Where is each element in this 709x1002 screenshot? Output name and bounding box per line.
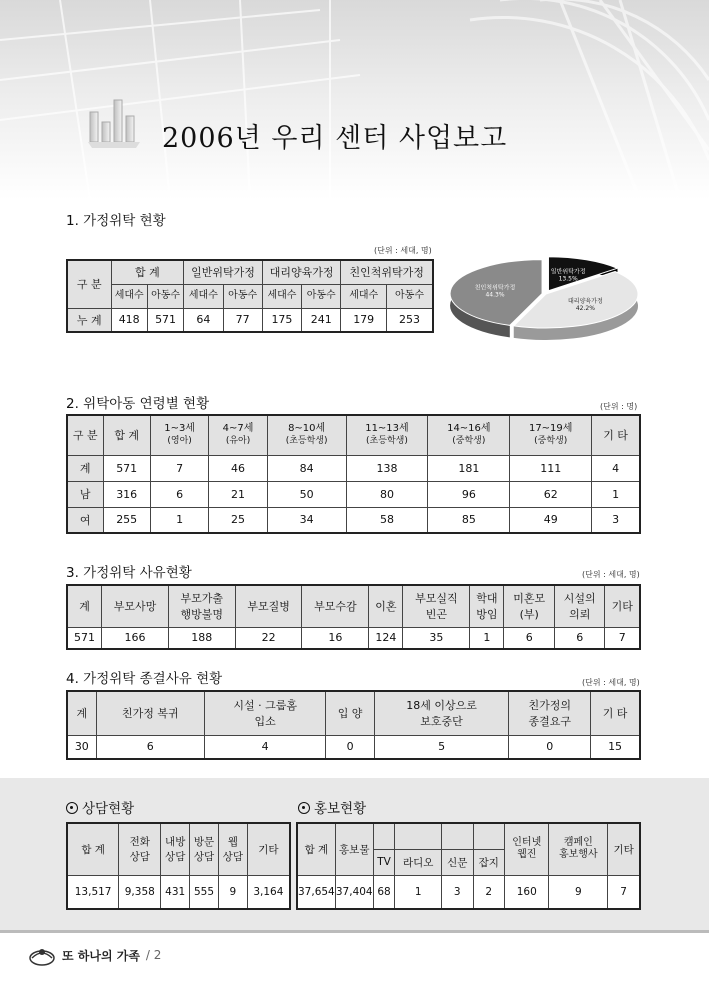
foster-reason-table — [66, 584, 641, 650]
table-cell: 62 — [510, 481, 592, 507]
table-cell: 188 — [168, 627, 235, 649]
table-cell: 1 — [150, 507, 208, 533]
table-header: 부모실직 빈곤 — [403, 585, 470, 627]
table-cell: 1 — [592, 481, 640, 507]
table-cell: 49 — [510, 507, 592, 533]
table-header: 8~10세 (초등학생) — [267, 415, 346, 455]
table-header: 기 타 — [592, 415, 640, 455]
table-row — [67, 481, 640, 507]
page-number: / 2 — [145, 948, 162, 962]
age-status-table — [66, 414, 641, 534]
table-header: 세대수 — [184, 284, 223, 308]
table-cell: 431 — [161, 875, 190, 909]
target-bullet-icon — [298, 802, 310, 814]
table-cell: 37,404 — [335, 875, 373, 909]
section4-unit: (단위 : 세대, 명) — [582, 678, 640, 687]
table-header: 1~3세 (영아) — [150, 415, 208, 455]
table-cell: 166 — [102, 627, 169, 649]
table-header: 대리양육가정 — [262, 260, 341, 284]
table-header — [373, 823, 395, 849]
table-cell: 160 — [505, 875, 549, 909]
table-header: 잡지 — [473, 849, 505, 875]
table-header: 학대 방임 — [470, 585, 504, 627]
table-row — [67, 308, 433, 332]
pie-slices — [450, 257, 638, 328]
table-cell: 34 — [267, 507, 346, 533]
table-header: 구 분 — [67, 260, 111, 308]
section3-title: 3. 가정위탁 사유현황 — [66, 565, 192, 581]
table-cell: 15 — [591, 735, 640, 759]
row-label: 계 — [67, 455, 103, 481]
counsel-table — [66, 822, 291, 910]
pie-value-label: 44.3% — [485, 291, 505, 299]
section2-title: 2. 위탁아동 연령별 현황 — [66, 396, 210, 412]
promo-title: 홍보현황 — [298, 797, 366, 817]
table-cell: 22 — [235, 627, 302, 649]
table-header: 아동수 — [387, 284, 433, 308]
table-header: 아동수 — [147, 284, 183, 308]
table-header: 계 — [67, 585, 102, 627]
table-header: 이혼 — [369, 585, 403, 627]
table-cell: 80 — [346, 481, 428, 507]
table-cell: 124 — [369, 627, 403, 649]
table-cell: 1 — [395, 875, 442, 909]
table-cell: 3 — [441, 875, 473, 909]
table-header: 계 — [67, 691, 96, 735]
termination-reason-table — [66, 690, 641, 760]
table-header: TV — [373, 849, 395, 875]
table-cell: 7 — [608, 875, 640, 909]
table-cell: 85 — [428, 507, 510, 533]
table-header: 합 계 — [297, 823, 335, 875]
table-cell: 84 — [267, 455, 346, 481]
table-cell: 571 — [147, 308, 183, 332]
page-title: 2006년 우리 센터 사업보고 — [162, 123, 508, 154]
table-cell: 571 — [103, 455, 150, 481]
table-cell: 25 — [209, 507, 267, 533]
table-header: 입 양 — [326, 691, 374, 735]
table-header: 내방 상담 — [161, 823, 190, 875]
table-header: 방문 상담 — [190, 823, 219, 875]
table-cell: 111 — [510, 455, 592, 481]
pie-label: 일반위탁가정 — [550, 268, 586, 276]
table-cell: 46 — [209, 455, 267, 481]
table-row — [67, 735, 640, 759]
table-header: 세대수 — [341, 284, 387, 308]
table-header: 웹 상담 — [218, 823, 247, 875]
table-cell: 77 — [223, 308, 262, 332]
table-cell: 316 — [103, 481, 150, 507]
footer — [28, 944, 161, 966]
table-cell: 6 — [504, 627, 555, 649]
promo-table — [296, 822, 641, 910]
section1-unit: (단위 : 세대, 명) — [374, 246, 432, 255]
foster-status-table — [66, 259, 434, 333]
table-cell: 16 — [302, 627, 369, 649]
table-row — [67, 627, 640, 649]
table-header: 전화 상담 — [119, 823, 161, 875]
table-cell: 4 — [204, 735, 325, 759]
table-header: 기타 — [608, 823, 640, 875]
magazine-name: 또 하나의 가족 — [62, 948, 140, 963]
table-cell: 37,654 — [297, 875, 335, 909]
family-logo-icon — [28, 944, 56, 966]
table-header: 부모가출 행방불명 — [168, 585, 235, 627]
row-label: 누 계 — [67, 308, 111, 332]
table-header: 친가정 복귀 — [96, 691, 204, 735]
table-header — [473, 823, 505, 849]
table-cell: 571 — [67, 627, 102, 649]
table-header: 부모사망 — [102, 585, 169, 627]
table-row — [67, 507, 640, 533]
table-header: 미혼모 (부) — [504, 585, 555, 627]
table-header — [395, 823, 442, 849]
table-cell: 6 — [150, 481, 208, 507]
table-cell: 179 — [341, 308, 387, 332]
table-cell: 3 — [592, 507, 640, 533]
target-bullet-icon — [66, 802, 78, 814]
table-cell: 2 — [473, 875, 505, 909]
table-cell: 3,164 — [247, 875, 290, 909]
table-cell: 255 — [103, 507, 150, 533]
pie-label: 친인척위탁가정 — [474, 284, 516, 292]
table-header: 세대수 — [111, 284, 147, 308]
table-cell: 7 — [150, 455, 208, 481]
table-header: 아동수 — [223, 284, 262, 308]
table-header: 시설의 의뢰 — [554, 585, 605, 627]
table-header: 시설 · 그룹홈 입소 — [204, 691, 325, 735]
table-cell: 50 — [267, 481, 346, 507]
table-header: 기 타 — [591, 691, 640, 735]
table-header: 일반위탁가정 — [184, 260, 263, 284]
table-cell: 58 — [346, 507, 428, 533]
section2-unit: (단위 : 명) — [600, 402, 638, 411]
table-cell: 418 — [111, 308, 147, 332]
table-cell: 0 — [326, 735, 374, 759]
table-row — [67, 875, 290, 909]
footer-divider — [0, 930, 709, 933]
row-label: 여 — [67, 507, 103, 533]
table-cell: 555 — [190, 875, 219, 909]
table-header: 기타 — [247, 823, 290, 875]
table-header: 4~7세 (유아) — [209, 415, 267, 455]
table-cell: 9 — [218, 875, 247, 909]
table-cell: 13,517 — [67, 875, 119, 909]
table-cell: 6 — [96, 735, 204, 759]
table-header: 14~16세 (중학생) — [428, 415, 510, 455]
table-cell: 7 — [605, 627, 640, 649]
table-header: 친인척위탁가정 — [341, 260, 433, 284]
table-header: 신문 — [441, 849, 473, 875]
table-cell: 30 — [67, 735, 96, 759]
pie-value-label: 13.5% — [558, 275, 578, 283]
table-cell: 241 — [302, 308, 341, 332]
table-header: 기타 — [605, 585, 640, 627]
table-header: 부모수감 — [302, 585, 369, 627]
table-header: 캠페인 홍보행사 — [549, 823, 608, 875]
table-header: 세대수 — [262, 284, 301, 308]
section1-title: 1. 가정위탁 현황 — [66, 213, 166, 229]
table-cell: 181 — [428, 455, 510, 481]
table-header: 부모질병 — [235, 585, 302, 627]
table-cell: 6 — [554, 627, 605, 649]
section3-unit: (단위 : 세대, 명) — [582, 570, 640, 579]
table-header: 18세 이상으로 보호중단 — [374, 691, 509, 735]
table-header: 합 계 — [103, 415, 150, 455]
table-cell: 138 — [346, 455, 428, 481]
foster-type-pie-chart — [448, 254, 648, 346]
table-row — [67, 455, 640, 481]
table-header: 구 분 — [67, 415, 103, 455]
table-row — [297, 875, 640, 909]
bar-chart-icon — [88, 92, 140, 148]
pie-value-label: 42.2% — [575, 305, 595, 313]
table-header: 친가정의 종결요구 — [509, 691, 591, 735]
row-label: 남 — [67, 481, 103, 507]
table-cell: 1 — [470, 627, 504, 649]
table-header: 17~19세 (중학생) — [510, 415, 592, 455]
table-header: 11~13세 (초등학생) — [346, 415, 428, 455]
counsel-title: 상담현황 — [66, 797, 134, 817]
table-cell: 0 — [509, 735, 591, 759]
table-cell: 68 — [373, 875, 395, 909]
table-header: 홍보물 — [335, 823, 373, 875]
table-header: 인터넷 웹진 — [505, 823, 549, 875]
table-header: 합 계 — [67, 823, 119, 875]
table-cell: 253 — [387, 308, 433, 332]
pie-label: 대리양육가정 — [568, 298, 603, 306]
table-cell: 96 — [428, 481, 510, 507]
table-cell: 175 — [262, 308, 301, 332]
table-header: 라디오 — [395, 849, 442, 875]
table-header — [441, 823, 473, 849]
table-cell: 9,358 — [119, 875, 161, 909]
section4-title: 4. 가정위탁 종결사유 현황 — [66, 671, 223, 687]
table-cell: 35 — [403, 627, 470, 649]
table-cell: 4 — [592, 455, 640, 481]
table-cell: 5 — [374, 735, 509, 759]
table-header: 합 계 — [111, 260, 184, 284]
table-cell: 9 — [549, 875, 608, 909]
table-header: 아동수 — [302, 284, 341, 308]
table-cell: 21 — [209, 481, 267, 507]
table-cell: 64 — [184, 308, 223, 332]
